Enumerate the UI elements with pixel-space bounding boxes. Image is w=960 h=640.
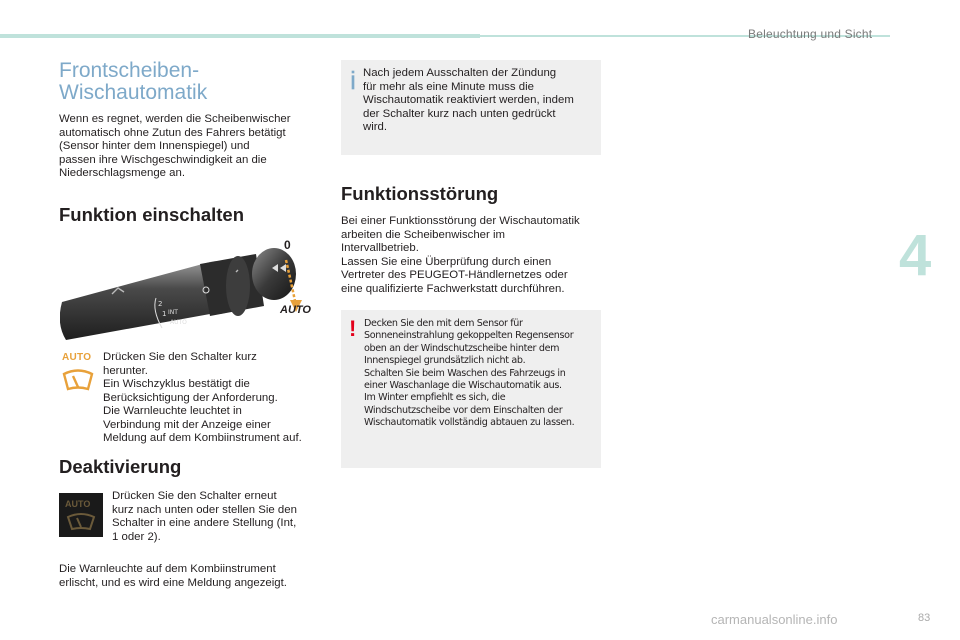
watermark: carmanualsonline.info [711, 612, 838, 627]
top-accent-rule [0, 34, 480, 38]
intro-paragraph: Wenn es regnet, werden die Scheibenwischer automatisch ohne Zutun des Fahrers betätigt (Sensor hinter dem Innenspiegel) und passen ihre Wischgeschwindigkeit an die Niederschlagsmenge an. [59, 113, 291, 179]
activate-instructions: Drücken Sie den Schalter kurz herunter. Ein Wischzyklus bestätigt die Berücksichtigung der Anforderung. Die Warnleuchte leuchtet in Verbindung mit der Anzeige einer Meldung auf dem Kombiinstrument auf. [103, 351, 302, 444]
chapter-number: 4 [899, 223, 932, 288]
activate-heading: Funktion einschalten [59, 204, 245, 225]
auto-indicator-label: AUTO [62, 352, 92, 363]
deactivate-note: Die Warnleuchte auf dem Kombiinstrument erlischt, und es wird eine Meldung angezeigt. [59, 563, 287, 589]
svg-text:INT: INT [168, 309, 178, 316]
deactivate-heading: Deaktivierung [59, 456, 182, 477]
windscreen-wiper-off-icon [66, 512, 96, 532]
svg-text:AUTO: AUTO [170, 319, 187, 326]
fault-heading: Funktionsstörung [341, 183, 499, 204]
svg-text:1: 1 [162, 310, 167, 318]
warning-icon: ! [349, 316, 357, 341]
stalk-position-zero: 0 [284, 238, 291, 252]
page-title: Frontscheiben- Wischautomatik [59, 59, 208, 104]
auto-off-indicator [59, 493, 103, 537]
info-note-text: Nach jedem Ausschalten der Zündung für mehr als eine Minute muss die Wischautomatik reaktiviert werden, indem der Schalter kurz nach unten gedrückt wird. [363, 67, 574, 133]
deactivate-instructions: Drücken Sie den Schalter erneut kurz nach unten oder stellen Sie den Schalter in eine andere Stellung (Int, 1 oder 2). [112, 490, 297, 543]
section-title: Beleuchtung und Sicht [748, 27, 873, 41]
warning-note-text: Decken Sie den mit dem Sensor für Sonneneinstrahlung gekoppelten Regensensor oben an der Windschutzscheibe hinter dem Innenspiegel grundsätzlich nicht ab. Schalten Sie beim Waschen des Fahrzeugs in einer Waschanlage die Wischautomatik aus. Im Winter empfiehlt es sich, die Windschutzscheibe vor dem Einschalten der Wischautomatik vollständig abtauen zu lassen. [364, 318, 575, 429]
fault-paragraph: Bei einer Funktionsstörung der Wischautomatik arbeiten die Scheibenwischer im Intervallbetrieb. Lassen Sie eine Überprüfung durch einen Vertreter des PEUGEOT-Händlernetzes oder eine qualifizierte Fachwerkstatt durchführen. [341, 215, 580, 295]
auto-off-indicator-label: AUTO [65, 499, 91, 509]
svg-text:2: 2 [158, 300, 163, 308]
windscreen-wiper-warning-icon [61, 368, 95, 394]
wiper-stalk-illustration [60, 240, 310, 348]
page-number: 83 [918, 612, 931, 624]
info-icon [351, 67, 355, 93]
stalk-position-auto: AUTO [280, 304, 311, 316]
